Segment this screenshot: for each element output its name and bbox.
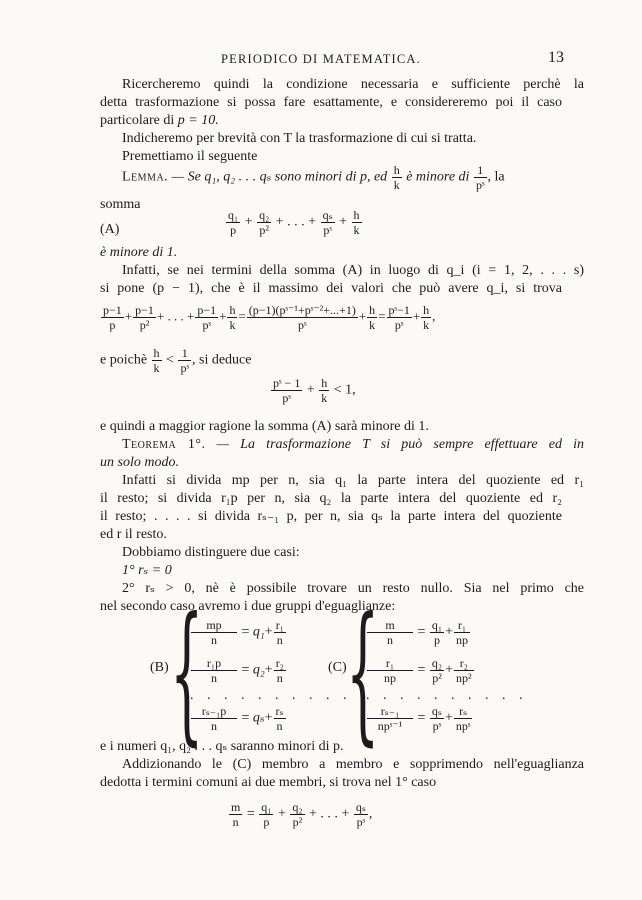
lemma-text: è minore di (406, 169, 470, 185)
running-header: PERIODICO DI MATEMATICA. (221, 52, 421, 66)
text-line: Infatti, se nei termini della somma (A) in luogo di q_i (i = 1, 2, . . . s) (122, 263, 584, 278)
theorem-line: Teorema 1°. — La trasformazione T si può sempre effettuare ed in (122, 437, 584, 452)
text-line: si pone (p − 1), che è il massimo dei valori che può avere q_i, si trova (100, 281, 562, 296)
text-line: 1° rₛ = 0 (122, 563, 172, 578)
text-line: il resto; si divida r₁p per n, sia q₂ la parte intera del quoziente ed r₂ (100, 491, 562, 506)
left-brace: { (170, 586, 204, 760)
text-span: particolare di (100, 113, 175, 128)
theorem-label: Teorema 1°. (122, 437, 206, 452)
inline-math: p = 10. (177, 113, 219, 128)
text-line: e poichè $\frac{h}{k}$ < $\frac{1}{\text{pˢ}}$ , si deduce (100, 346, 252, 375)
ellipsis-row: . . . . . . . . . . (190, 688, 352, 703)
text-line: detta trasformazione si possa fare esattamente, e considereremo poi il caso (100, 95, 562, 110)
lemma-line (100, 163, 584, 197)
fraction-1-ps: $\frac{1}{\text{pˢ}}$ (475, 163, 485, 192)
text-line: Ricercheremo quindi la condizione necessaria e sufficiente perchè la (122, 77, 584, 92)
equation-row: $\frac{\text{r₁p}}{n}$ = q₂+ $\frac{\text{r₂}}{n}$ (190, 656, 287, 685)
text-line: Indicheremo per brevità con T la trasformazione di cui si tratta. (122, 131, 477, 146)
text-line: Infatti si divida mp per n, sia q₁ la parte intera del quoziente ed r₁ (122, 473, 584, 488)
fraction-h-k: $\frac{h}{k}$ (393, 163, 400, 192)
text-line: il resto; . . . . si divida rₛ₋₁ p, per n, sia qₛ la parte intera del quoziente (100, 509, 562, 524)
equation-final: $\frac{m}{n}$ = $\frac{\text{q₁}}{p}$ + $\frac{\text{q₂}}{\text{p²}}$ + . . . + $\frac{\text{qₛ}}{\text{pˢ}}$ , (231, 800, 373, 829)
equation-row: $\frac{\text{r₁}}{np}$ = $\frac{\text{q₂}}{\text{p²}}$ + $\frac{\text{r₂}}{\text{np²}}$ (366, 656, 475, 685)
equation-row: $\frac{m}{n}$ = $\frac{\text{q₁}}{p}$ + $\frac{\text{r₁}}{np}$ (366, 618, 471, 647)
equation-A: $\frac{\text{q₁}}{p}$ + $\frac{\text{q₂}}{\text{p²}}$ + . . . + $\frac{\text{qₛ}}{\text{pˢ}}$ + $\frac{h}{k}$ (228, 208, 360, 237)
ellipsis-row: . . . . . . . . . . (366, 688, 528, 703)
text-line: un solo modo. (100, 455, 179, 470)
text-line: 2° rₛ > 0, nè è possibile trovare un resto nullo. Sia nel primo che (122, 581, 584, 596)
text-line: Dobbiamo distinguere due casi: (122, 545, 300, 560)
system-label-B: (B) (150, 660, 169, 675)
system-C (366, 618, 528, 748)
system-B (190, 618, 352, 748)
text-line (100, 112, 562, 130)
text-line: e i numeri q₁, q₂ . . . qₛ saranno minori di p. (100, 739, 344, 754)
equation-row: $\frac{mp}{n}$ = q₁+ $\frac{\text{r₁}}{n}$ (190, 618, 287, 647)
equation-row: $\frac{\text{rₛ₋₁}}{\text{npˢ⁻¹}}$ = $\frac{\text{qₛ}}{\text{pˢ}}$ + $\frac{\text{rₛ}}{\text{npˢ}}$ (366, 704, 473, 733)
equation-sum-bound: $\frac{p-1}{p}$ + $\frac{p-1}{\text{p²}}$ + . . . + $\frac{p-1}{\text{pˢ}}$ + $\frac{h}{k}$ = $\frac{\text{(p−1)(pˢ⁻¹+pˢ⁻²+...+1)}}{\text{pˢ}}$ + $\frac{h}{k}$ = $\frac{\text{pˢ−1}}{\text{pˢ}}$ + $\frac{h}{k}$ , (103, 303, 436, 332)
lemma-text: — Se q₁, q₂ . . . qₛ sono minori di p, ed (168, 169, 388, 185)
text-line: Addizionando le (C) membro a membro e sopprimendo nell'eguaglianza (122, 757, 584, 772)
text-line: nel secondo caso avremo i due gruppi d'eguaglianze: (100, 599, 396, 614)
text-line: Premettiamo il seguente (122, 149, 258, 164)
text-line: dedotta i termini comuni ai due membri, si trova nel 1° caso (100, 775, 437, 790)
system-label-C: (C) (328, 660, 347, 675)
equation-inequality: $\frac{\text{pˢ − 1}}{\text{pˢ}}$ + $\frac{h}{k}$ < 1, (273, 376, 356, 405)
left-brace: { (346, 586, 380, 760)
lemma-text: , la (487, 169, 505, 185)
equation-label: (A) (100, 222, 120, 237)
page-number: 13 (548, 49, 564, 66)
text-line: ed r il resto. (100, 527, 167, 542)
text-line: somma (100, 197, 141, 212)
equation-row: $\frac{\text{rₛ₋₁p}}{n}$ = qₛ+ $\frac{\text{rₛ}}{n}$ (190, 704, 287, 733)
lemma-label: Lemma. (122, 169, 169, 185)
text-line: e quindi a maggior ragione la somma (A) sarà minore di 1. (100, 419, 429, 434)
text-line: è minore di 1. (100, 245, 178, 260)
